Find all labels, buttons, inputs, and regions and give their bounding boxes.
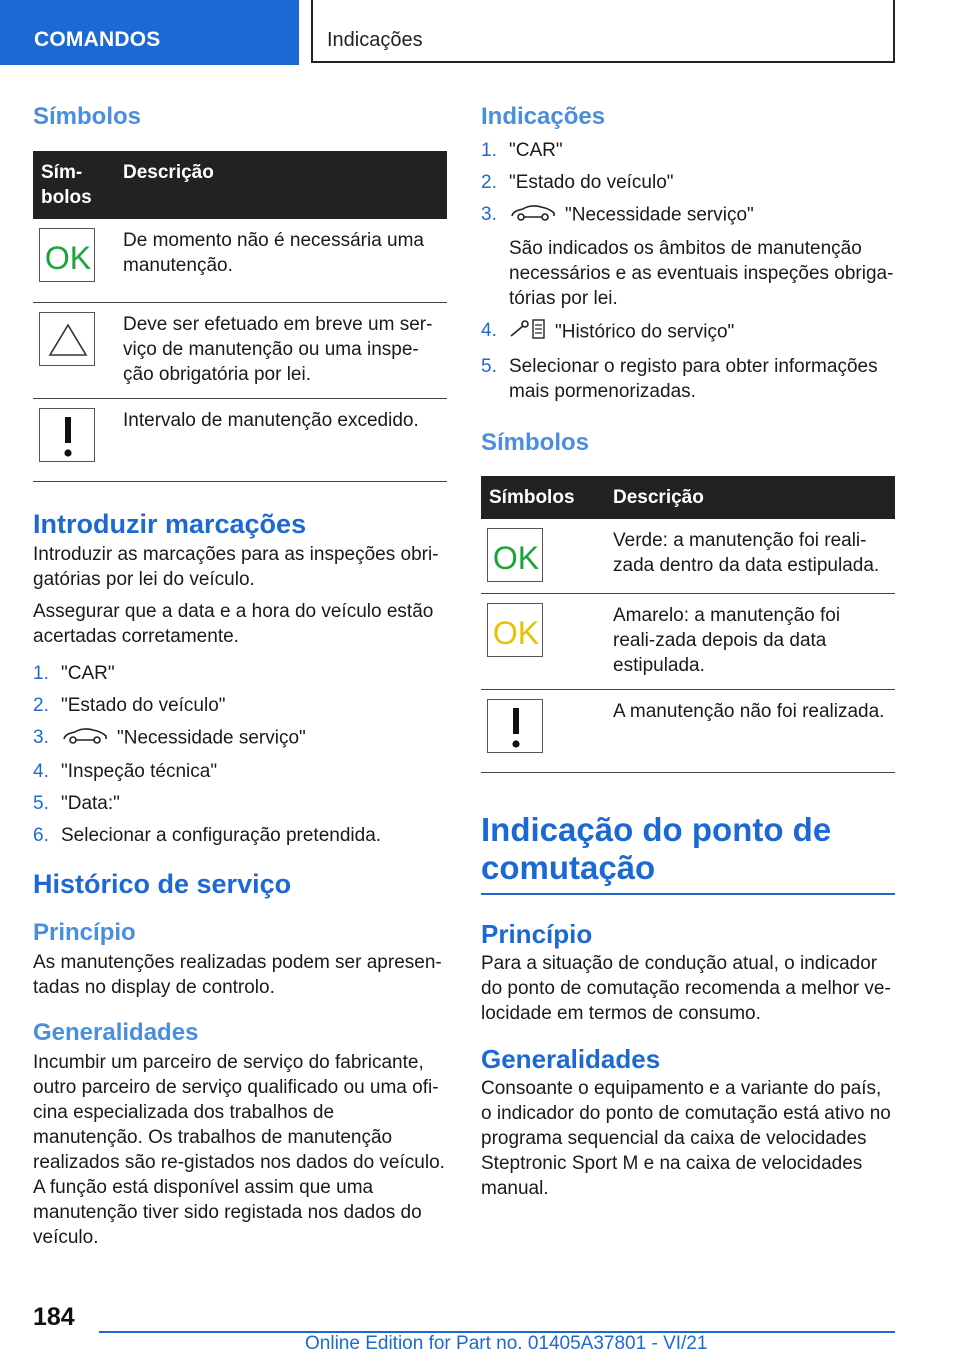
chapter-header bbox=[311, 0, 895, 63]
step-number: 2. bbox=[481, 172, 497, 193]
enter-markings-heading: Introduzir marcações bbox=[33, 509, 307, 539]
right-column bbox=[481, 100, 895, 1201]
symbols-heading: Símbolos bbox=[481, 429, 590, 456]
step-number: 4. bbox=[481, 320, 497, 341]
ok-yellow-icon bbox=[487, 603, 543, 657]
list-item bbox=[33, 791, 447, 816]
service-history-icon bbox=[509, 318, 547, 347]
list-item bbox=[33, 759, 447, 784]
table-cell-description: Deve ser efetuado em breve um ser-viço de manutenção ou uma inspe-ção obrigatória por lei. bbox=[115, 303, 447, 399]
enter-paragraph-2: Assegurar que a data e a hora do veículo estão acertadas corretamente. bbox=[33, 601, 434, 647]
indications-steps-list bbox=[481, 138, 895, 404]
list-item bbox=[481, 318, 895, 347]
exclamation-icon bbox=[39, 408, 95, 462]
step-number: 1. bbox=[33, 663, 49, 684]
step-text: "Estado do veículo" bbox=[509, 172, 674, 193]
car-service-icon bbox=[61, 725, 109, 752]
ok-green-icon bbox=[487, 528, 543, 582]
step-number: 6. bbox=[33, 825, 49, 846]
table-header-symbols: Sím- bolos bbox=[33, 151, 115, 219]
section-label: COMANDOS bbox=[34, 28, 161, 51]
general-text: Incumbir um parceiro de serviço do fabricante, outro parceiro de serviço qualificado ou uma ofi-cina especializada dos trabalhos de manutenção. Os trabalhos de manutenção realizados são re-gistados nos dados do veículo. A função está disponível assim que uma manutenção tiver sido registada nos dados do veículo. bbox=[33, 1052, 445, 1248]
table-row bbox=[33, 219, 447, 303]
maintenance-symbols-table bbox=[33, 151, 447, 482]
table-row bbox=[33, 399, 447, 482]
chapter-label: Indicações bbox=[327, 29, 423, 51]
general-heading: Generalidades bbox=[481, 1044, 661, 1074]
list-item bbox=[481, 138, 895, 163]
indications-heading: Indicações bbox=[481, 103, 606, 130]
table-header-description: Descrição bbox=[115, 151, 447, 219]
edition-text: Online Edition for Part no. 01405A37801 - VI/21 bbox=[305, 1333, 708, 1354]
list-item bbox=[33, 725, 447, 752]
left-column bbox=[33, 100, 447, 1250]
warning-triangle-icon bbox=[39, 312, 95, 366]
svg-text:OK: OK bbox=[492, 540, 540, 576]
list-item bbox=[481, 202, 895, 311]
general-text: Consoante o equipamento e a variante do país, o indicador do ponto de comutação está ativo no programa sequencial da caixa de velocidades Steptronic Sport M e na caixa de velocidades manual. bbox=[481, 1078, 891, 1199]
list-item bbox=[33, 823, 447, 848]
principle-heading: Princípio bbox=[481, 919, 593, 949]
step-number: 5. bbox=[33, 793, 49, 814]
table-row bbox=[481, 690, 895, 773]
step-number: 1. bbox=[481, 140, 497, 161]
principle-heading: Princípio bbox=[33, 919, 136, 946]
table-cell-description: De momento não é necessária uma manutenção. bbox=[115, 219, 447, 303]
svg-text:OK: OK bbox=[492, 615, 540, 651]
heading-rule bbox=[481, 893, 895, 895]
general-heading: Generalidades bbox=[33, 1019, 199, 1046]
table-header-symbols: Símbolos bbox=[481, 476, 605, 519]
list-item bbox=[33, 693, 447, 718]
page-number: 184 bbox=[33, 1303, 75, 1331]
history-symbols-table bbox=[481, 476, 895, 773]
table-row bbox=[481, 519, 895, 594]
step-number: 2. bbox=[33, 695, 49, 716]
enter-steps-list bbox=[33, 661, 447, 848]
table-cell-description: A manutenção não foi realizada. bbox=[605, 690, 895, 773]
step-number: 5. bbox=[481, 356, 497, 377]
step-text: "Data:" bbox=[61, 793, 120, 814]
table-cell-description: Intervalo de manutenção excedido. bbox=[115, 399, 447, 482]
svg-text:OK: OK bbox=[44, 240, 92, 276]
ok-icon bbox=[39, 228, 95, 282]
car-service-icon bbox=[509, 202, 557, 229]
list-item bbox=[481, 170, 895, 195]
step-text: "Necessidade serviço" bbox=[117, 727, 306, 749]
list-item bbox=[481, 354, 895, 404]
step-text: "CAR" bbox=[509, 140, 563, 161]
step-text: "Histórico do serviço" bbox=[555, 321, 735, 343]
step-text: "Necessidade serviço" bbox=[565, 204, 754, 226]
list-item bbox=[33, 661, 447, 686]
table-header-description: Descrição bbox=[605, 476, 895, 519]
step-text: "Inspeção técnica" bbox=[61, 761, 218, 782]
section-tab bbox=[0, 0, 299, 65]
step-number: 3. bbox=[33, 727, 49, 748]
enter-paragraph-1: Introduzir as marcações para as inspeções obri-gatórias por lei do veículo. bbox=[33, 544, 439, 590]
table-row bbox=[33, 303, 447, 399]
step-text: Selecionar a configuração pretendida. bbox=[61, 825, 382, 846]
exclamation-icon bbox=[487, 699, 543, 753]
shift-point-heading: Indicação do ponto de comutação bbox=[481, 811, 832, 886]
service-history-heading: Histórico de serviço bbox=[33, 869, 292, 899]
step-subtext: São indicados os âmbitos de manutenção necessários e as eventuais inspeções obriga-tórias por lei. bbox=[509, 238, 894, 309]
step-text: "Estado do veículo" bbox=[61, 695, 226, 716]
table-cell-description: Amarelo: a manutenção foi reali-zada depois da data estipulada. bbox=[605, 594, 895, 690]
symbols-heading: Símbolos bbox=[33, 103, 142, 130]
step-text: "CAR" bbox=[61, 663, 115, 684]
table-row bbox=[481, 594, 895, 690]
principle-text: Para a situação de condução atual, o indicador do ponto de comutação recomenda a melhor ve-locidade em termos de consumo. bbox=[481, 953, 891, 1024]
step-text: Selecionar o registo para obter informações mais pormenorizadas. bbox=[509, 356, 878, 402]
principle-text: As manutenções realizadas podem ser apresen-tadas no display de controlo. bbox=[33, 952, 442, 998]
table-cell-description: Verde: a manutenção foi reali-zada dentro da data estipulada. bbox=[605, 519, 895, 594]
step-number: 4. bbox=[33, 761, 49, 782]
step-number: 3. bbox=[481, 204, 497, 225]
